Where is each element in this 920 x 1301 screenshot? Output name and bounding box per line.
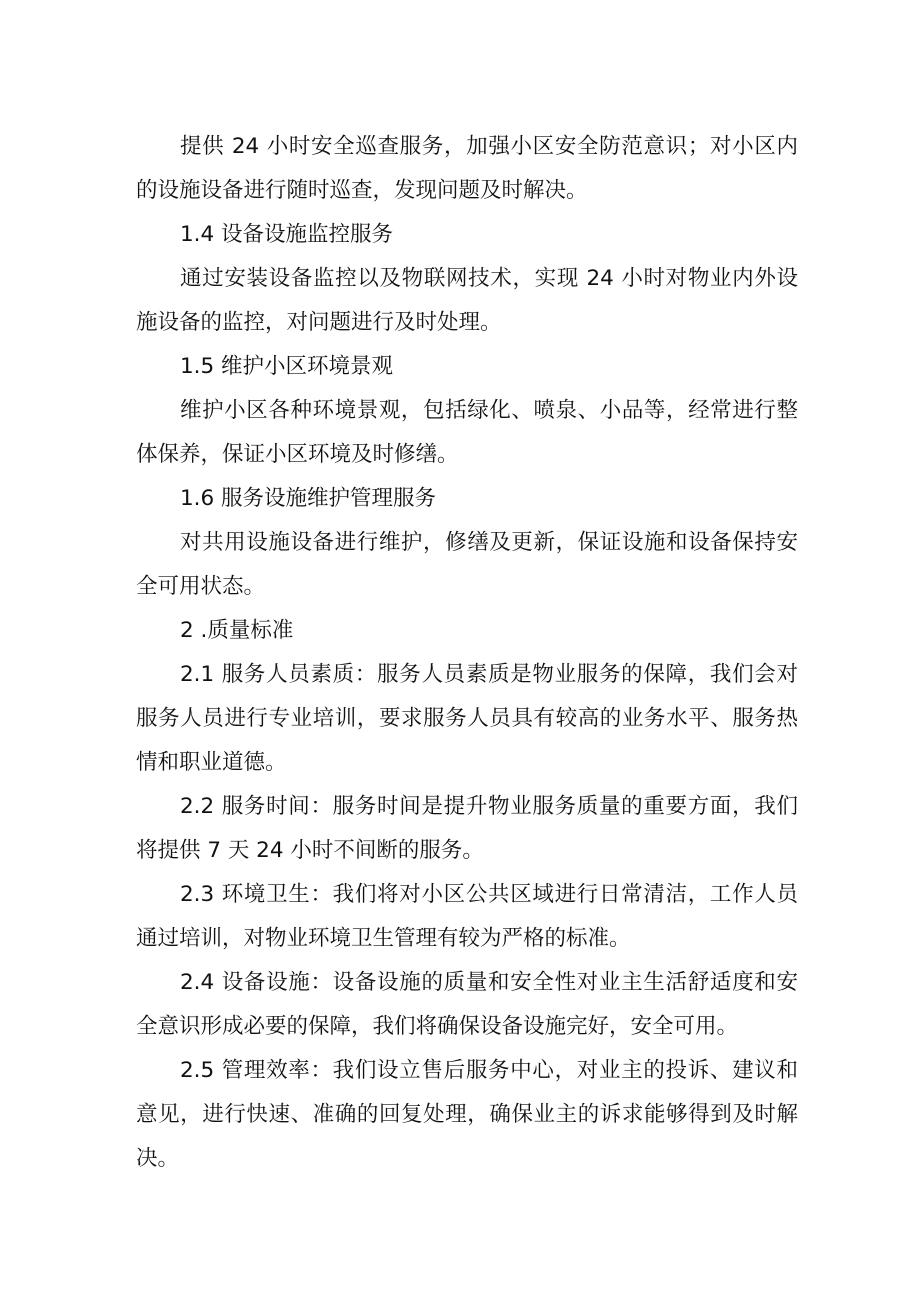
document-body bbox=[136, 125, 798, 1181]
paragraph-2-2-service-time: 2.2 服务时间：服务时间是提升物业服务质量的重要方面，我们将提供 7 天 24 小时不间断的服务。 bbox=[136, 794, 798, 863]
heading-1-4-monitoring: 1.4 设备设施监控服务 bbox=[180, 222, 394, 247]
paragraph-2-3-sanitation: 2.3 环境卫生：我们将对小区公共区域进行日常清洁，工作人员通过培训，对物业环境卫生管理有较为严格的标准。 bbox=[136, 882, 798, 951]
heading-2-quality-standard: 2 .质量标准 bbox=[180, 618, 294, 643]
heading-1-6-facility-maintenance: 1.6 服务设施维护管理服务 bbox=[180, 486, 437, 511]
paragraph-patrol-service: 提供 24 小时安全巡查服务，加强小区安全防范意识；对小区内的设施设备进行随时巡查，发现问题及时解决。 bbox=[136, 134, 798, 203]
paragraph-landscape: 维护小区各种环境景观，包括绿化、喷泉、小品等，经常进行整体保养，保证小区环境及时修缮。 bbox=[136, 398, 798, 467]
paragraph-2-5-management-efficiency: 2.5 管理效率：我们设立售后服务中心，对业主的投诉、建议和意见，进行快速、准确的回复处理，确保业主的诉求能够得到及时解决。 bbox=[136, 1058, 798, 1171]
paragraph-2-1-staff-quality: 2.1 服务人员素质：服务人员素质是物业服务的保障，我们会对服务人员进行专业培训，要求服务人员具有较高的业务水平、服务热情和职业道德。 bbox=[136, 662, 798, 775]
paragraph-facility-maintenance: 对共用设施设备进行维护，修缮及更新，保证设施和设备保持安全可用状态。 bbox=[136, 530, 798, 599]
heading-1-5-landscape: 1.5 维护小区环境景观 bbox=[180, 354, 394, 379]
paragraph-2-4-equipment: 2.4 设备设施：设备设施的质量和安全性对业主生活舒适度和安全意识形成必要的保障，我们将确保设备设施完好，安全可用。 bbox=[136, 970, 798, 1039]
paragraph-monitoring: 通过安装设备监控以及物联网技术，实现 24 小时对物业内外设施设备的监控，对问题进行及时处理。 bbox=[136, 266, 798, 335]
